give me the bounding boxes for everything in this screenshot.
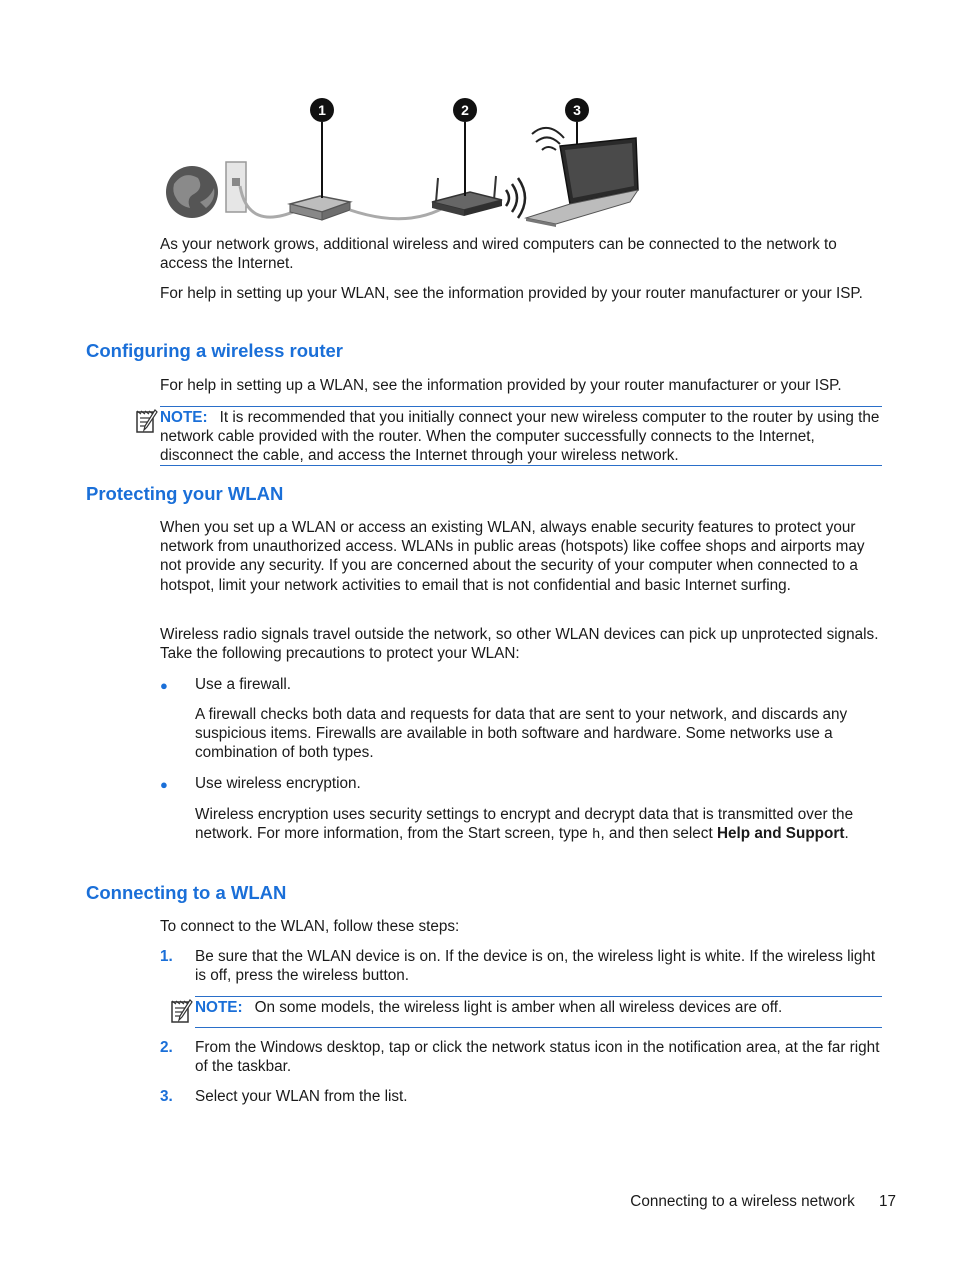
section3-paragraph: To connect to the WLAN, follow these steps:: [160, 918, 460, 935]
note-box-router: [160, 406, 882, 466]
section1-paragraph: For help in setting up a WLAN, see the information provided by your router manufacturer or your ISP.: [160, 377, 842, 394]
wireless-router-icon: [432, 176, 502, 216]
modem-icon: [290, 196, 350, 220]
bullet-encryption-title: Use wireless encryption.: [195, 775, 361, 792]
note-label: NOTE:: [195, 999, 243, 1016]
wireless-signal-icon: [532, 128, 564, 150]
note-label: NOTE:: [160, 409, 208, 426]
globe-icon: [166, 166, 218, 218]
note-text-router: NOTE: It is recommended that you initially connect your new wireless computer to the router by using the network cable provided with the router. When the computer successfully connects to the Internet, disconnect the cable, and access the Internet through your wireless network.: [160, 409, 880, 465]
help-and-support-term: Help and Support: [716, 825, 845, 843]
section2-paragraph-1: When you set up a WLAN or access an existing WLAN, always enable security features to protect your network from unauthorized access. WLANs in public areas (hotspots) like coffee shops and airports may not provide any security. If you are concerned about the security of your computer when connected to a hotspot, limit your network activities to email that is not confidential and basic Internet surfing.: [160, 519, 865, 594]
bullet-encryption-body: Wireless encryption uses security settings to encrypt and decrypt data that is transmitted over the network. For more information, from the Start screen, type h, and then select Help and Support.: [195, 806, 854, 844]
svg-text:2: 2: [461, 102, 469, 118]
step-1-text: Be sure that the WLAN device is on. If the device is on, the wireless light is white. If the wireless light is off, press the wireless button.: [195, 948, 876, 985]
svg-text:3: 3: [573, 102, 581, 118]
note-box-wireless-light: [195, 996, 882, 1028]
bullet-firewall-body: A firewall checks both data and requests for data that are sent to your network, and discards any suspicious items. Firewalls are available in both software and hardware. Some networks use a combination of both types.: [195, 706, 848, 762]
callout-2: [453, 98, 477, 122]
svg-text:1: 1: [318, 102, 326, 118]
heading-protecting-wlan: Protecting your WLAN: [86, 483, 284, 504]
callout-1: [310, 98, 334, 122]
note-text-wireless-light: NOTE: On some models, the wireless light is amber when all wireless devices are off.: [195, 999, 783, 1016]
wireless-signal-icon: [506, 178, 525, 218]
step-number-3: 3.: [160, 1088, 173, 1105]
bullet-firewall-title: Use a firewall.: [195, 676, 292, 693]
laptop-icon: [526, 138, 638, 227]
bullet-icon: ●: [160, 777, 168, 792]
inline-code: h: [592, 827, 601, 844]
footer-title: Connecting to a wireless network: [630, 1193, 855, 1210]
heading-configuring-router: Configuring a wireless router: [86, 340, 343, 361]
wall-jack-icon: [226, 162, 246, 212]
intro-paragraph-2: For help in setting up your WLAN, see the information provided by your router manufacturer or your ISP.: [160, 285, 863, 302]
step-3-text: Select your WLAN from the list.: [195, 1088, 408, 1105]
callout-3: [565, 98, 589, 122]
section2-paragraph-2: Wireless radio signals travel outside the network, so other WLAN devices can pick up unprotected signals. Take the following precautions to protect your WLAN:: [160, 626, 879, 663]
note-icon: [170, 998, 194, 1024]
heading-connecting-wlan: Connecting to a WLAN: [86, 882, 287, 903]
intro-paragraph-1: As your network grows, additional wireless and wired computers can be connected to the network to access the Internet.: [160, 236, 837, 273]
page-number: 17: [878, 1193, 896, 1210]
bullet-icon: ●: [160, 678, 168, 693]
step-2-text: From the Windows desktop, tap or click the network status icon in the notification area, at the far right of the taskbar.: [195, 1039, 880, 1076]
step-number-2: 2.: [160, 1039, 173, 1056]
page-footer: [630, 1192, 896, 1211]
step-number-1: 1.: [160, 948, 173, 965]
note-icon: [135, 408, 159, 434]
network-illustration: [160, 92, 650, 228]
